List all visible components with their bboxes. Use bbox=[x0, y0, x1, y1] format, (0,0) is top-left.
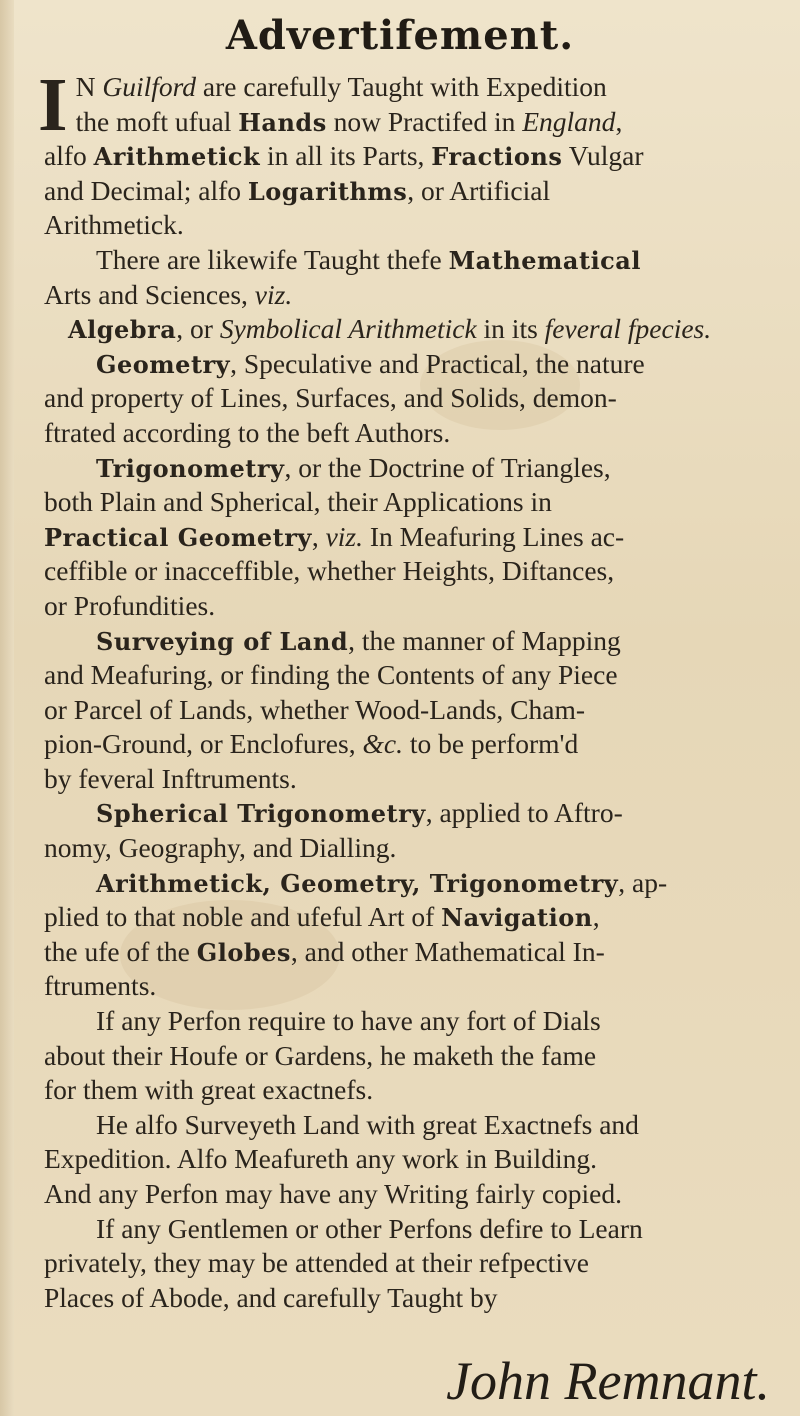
text-line: Arithmetick. bbox=[44, 209, 184, 241]
text-line: Expedition. Alfo Meafureth any work in Building. bbox=[44, 1143, 597, 1175]
text-line: And any Perfon may have any Writing fairly copied. bbox=[44, 1178, 623, 1209]
text-line: Spherical Trigonometry, applied to Aftro- bbox=[96, 797, 623, 829]
text-line: both Plain and Spherical, their Applications in bbox=[44, 486, 552, 518]
text-line: alfo Arithmetick in all its Parts, Fractions Vulgar bbox=[44, 140, 644, 172]
text-line: N Guilford are carefully Taught with Expedition bbox=[75, 71, 607, 102]
text-line: If any Perfon require to have any fort of Dials bbox=[96, 1005, 601, 1037]
text-line: privately, they may be attended at their refpective bbox=[44, 1247, 589, 1279]
text-line: There are likewife Taught thefe Mathematical bbox=[96, 243, 641, 275]
text-line: ftruments. bbox=[44, 970, 157, 1002]
text-line: Practical Geometry, viz. In Meafuring Lines ac- bbox=[44, 520, 625, 552]
text-line: about their Houfe or Gardens, he maketh the fame bbox=[44, 1039, 597, 1071]
text-line: or Profundities. bbox=[44, 589, 216, 621]
text-line: and property of Lines, Surfaces, and Solids, demon- bbox=[44, 382, 617, 414]
text-line: and Decimal; alfo Logarithms, or Artificial bbox=[44, 174, 551, 206]
text-line: Geometry, Speculative and Practical, the nature bbox=[96, 347, 645, 379]
text-line: He alfo Surveyeth Land with great Exactnefs and bbox=[96, 1108, 639, 1140]
text-line: the moft ufual Hands now Practifed in England, bbox=[75, 105, 623, 137]
text-line: Algebra, or Symbolical Arithmetick in its feveral fpecies. bbox=[68, 313, 712, 345]
text-line: pion-Ground, or Enclofures, &c. to be perform'd bbox=[44, 728, 579, 760]
text-line: If any Gentlemen or other Perfons defire to Learn bbox=[96, 1212, 643, 1244]
page-edge bbox=[0, 0, 14, 1416]
text-line: and Meafuring, or finding the Contents of any Piece bbox=[44, 659, 618, 691]
text-line: Arts and Sciences, viz. bbox=[44, 278, 293, 310]
text-line: or Parcel of Lands, whether Wood-Lands, Cham- bbox=[44, 693, 586, 725]
text-line: Arithmetick, Geometry, Trigonometry, ap- bbox=[96, 866, 668, 898]
drop-cap: I bbox=[38, 63, 68, 147]
text-line: for them with great exactnefs. bbox=[44, 1074, 374, 1106]
text-line: ftrated according to the beft Authors. bbox=[44, 416, 451, 448]
text-line: Trigonometry, or the Doctrine of Triangles, bbox=[96, 451, 611, 483]
text-line: nomy, Geography, and Dialling. bbox=[44, 832, 397, 864]
text-line: plied to that noble and ufeful Art of Navigation, bbox=[44, 901, 600, 933]
advertisement-body bbox=[38, 63, 774, 1315]
text-line: Surveying of Land, the manner of Mapping bbox=[96, 624, 621, 656]
text-line: Places of Abode, and carefully Taught by bbox=[44, 1281, 498, 1313]
text-line: ceffible or inacceffible, whether Heights, Diftances, bbox=[44, 555, 615, 587]
text-line: the ufe of the Globes, and other Mathematical In- bbox=[44, 935, 605, 967]
author-signature: John Remnant. bbox=[446, 1351, 770, 1411]
text-line: by feveral Inftruments. bbox=[44, 762, 297, 794]
advertisement-heading: Advertifement. bbox=[225, 12, 575, 59]
